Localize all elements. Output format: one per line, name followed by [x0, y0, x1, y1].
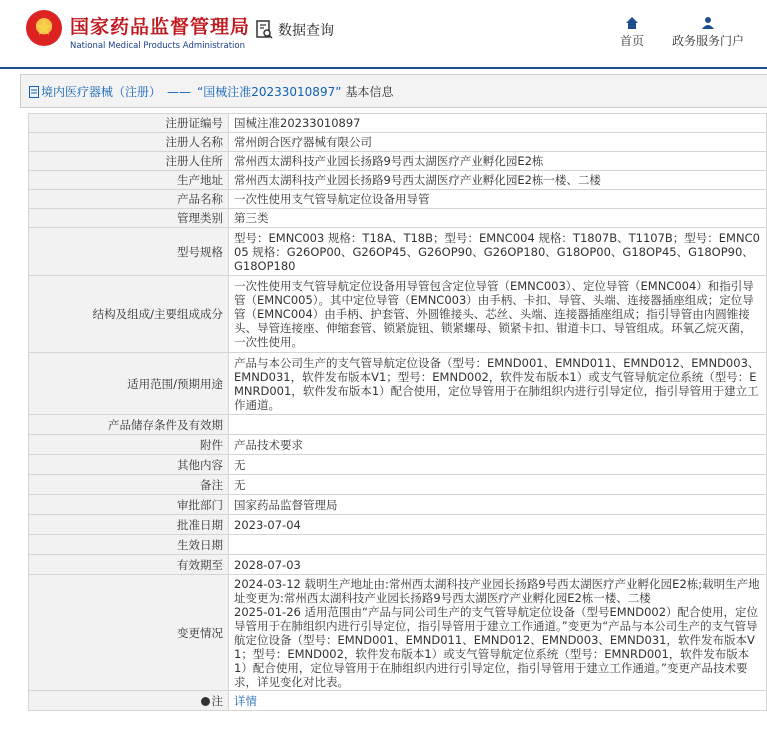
- row-value: 2023-07-04: [229, 515, 767, 535]
- row-value: 国家药品监督管理局: [229, 495, 767, 515]
- nav-home[interactable]: [620, 16, 644, 49]
- table-row: [29, 515, 767, 535]
- row-value: 国械注准20233010897: [229, 114, 767, 133]
- registration-info-table: [28, 113, 767, 711]
- table-row: [29, 691, 767, 711]
- nav-service-portal-label: 政务服务门户: [672, 34, 745, 48]
- row-label: 批准日期: [29, 515, 229, 535]
- row-label: 注册人名称: [29, 133, 229, 152]
- table-row: [29, 435, 767, 455]
- row-value: 产品与本公司生产的支气管导航定位设备（型号：EMND001、EMND011、EMND012、EMND003、EMND031，软件发布版本V1；型号：EMND002，软件发布版本1）或支气管导航定位系统（型号：EMNRD001，软件发布版本1）配合使用，定位导管用于在肺组织内进行引导定位，指引导管用于建立工作通道。: [229, 353, 767, 415]
- data-query-label: 数据查询: [278, 23, 334, 39]
- nav-service-portal[interactable]: [672, 16, 744, 49]
- breadcrumb-record: “国械注准20233010897”: [197, 85, 342, 99]
- table-row: [29, 114, 767, 133]
- row-label: 生产地址: [29, 171, 229, 190]
- breadcrumb: [20, 74, 767, 108]
- row-label: 结构及组成/主要组成成分: [29, 276, 229, 353]
- table-row: [29, 353, 767, 415]
- row-value: 常州西太湖科技产业园长扬路9号西太湖医疗产业孵化园E2栋一楼、二楼: [229, 171, 767, 190]
- details-link[interactable]: 详情: [234, 693, 257, 708]
- note-value-cell: [229, 691, 767, 711]
- bulb-icon: [201, 697, 210, 706]
- row-label: 注册证编号: [29, 114, 229, 133]
- site-header: [0, 0, 767, 67]
- row-label: 产品储存条件及有效期: [29, 415, 229, 435]
- site-logo[interactable]: [70, 12, 250, 51]
- nav-home-label: 首页: [620, 34, 645, 48]
- breadcrumb-category-link[interactable]: 境内医疗器械（注册）: [41, 85, 162, 99]
- row-value: 一次性使用支气管导航定位设备用导管: [229, 190, 767, 209]
- data-query-link[interactable]: [256, 20, 334, 40]
- row-label: 变更情况: [29, 575, 229, 691]
- document-icon: [29, 86, 39, 98]
- row-value: 第三类: [229, 209, 767, 228]
- table-row: [29, 190, 767, 209]
- row-value: 产品技术要求: [229, 435, 767, 455]
- data-query-icon: [256, 20, 274, 40]
- row-value: [229, 415, 767, 435]
- table-row: [29, 228, 767, 276]
- row-value: 型号：EMNC003 规格：T18A、T18B；型号：EMNC004 规格：T1807B、T1107B；型号：EMNC005 规格：G26OP00、G26OP45、G26OP90、G26OP180、G18OP00、G18OP45、G18OP90、G18OP180: [229, 228, 767, 276]
- table-row: [29, 575, 767, 691]
- table-row: [29, 276, 767, 353]
- row-value: 一次性使用支气管导航定位设备用导管包含定位导管（EMNC003）、定位导管（EMNC004）和指引导管（EMNC005）。其中定位导管（EMNC003）由手柄、卡扣、导管、头端、连接器插座组成；定位导管（EMNC004）由手柄、护套管、外圆锥接头、芯丝、头端、连接器插座组成；指引导管由内圆锥接头、导管连接座、伸缩套管、锁紧旋钮、锁紧螺母、锁紧卡扣、钳道卡口、导管组成。环氧乙烷灭菌，一次性使用。: [229, 276, 767, 353]
- row-value: 常州朗合医疗器械有限公司: [229, 133, 767, 152]
- national-emblem-icon: [26, 10, 62, 46]
- row-value: [229, 535, 767, 555]
- table-row: [29, 209, 767, 228]
- row-value: 无: [229, 475, 767, 495]
- row-label: 生效日期: [29, 535, 229, 555]
- home-icon: [625, 16, 639, 30]
- row-value: 2024-03-12 载明生产地址由:常州西太湖科技产业园长扬路9号西太湖医疗产业孵化园E2栋;载明生产地址变更为:常州西太湖科技产业园长扬路9号西太湖医疗产业孵化园E2栋一楼、二楼 2025-01-26 适用范围由“产品与同公司生产的支气管导航定位设备（型号EMND002）配合使用，定位导管用于在肺组织内进行引导定位，指引导管用于建立工作通道。”变更为“产品与本公司生产的支气管导航定位设备（型号：EMND001、EMND011、EMND012、EMND003、EMND031，软件发布版本V1；型号：EMND002，软件发布版本1）或支气管导航定位系统（型号：EMNRD001，软件发布版本1）配合使用，定位导管用于在肺组织内进行引导定位，指引导管用于建立工作通道。”变更产品技术要求，详见变化对比表。: [229, 575, 767, 691]
- row-label: 型号规格: [29, 228, 229, 276]
- row-label: 审批部门: [29, 495, 229, 515]
- row-label: 管理类别: [29, 209, 229, 228]
- row-value: 2028-07-03: [229, 555, 767, 575]
- breadcrumb-separator: ——: [167, 84, 192, 99]
- row-label: 备注: [29, 475, 229, 495]
- table-row: [29, 171, 767, 190]
- site-title: 国家药品监督管理局: [70, 16, 251, 38]
- table-row: [29, 495, 767, 515]
- table-row: [29, 133, 767, 152]
- row-label: 附件: [29, 435, 229, 455]
- table-row: [29, 555, 767, 575]
- table-row: [29, 152, 767, 171]
- table-row: [29, 535, 767, 555]
- row-value: 无: [229, 455, 767, 475]
- table-row: [29, 455, 767, 475]
- row-value: 常州西太湖科技产业园长扬路9号西太湖医疗产业孵化园E2栋: [229, 152, 767, 171]
- table-row: [29, 475, 767, 495]
- breadcrumb-suffix: 基本信息: [345, 85, 394, 99]
- row-label: 其他内容: [29, 455, 229, 475]
- table-row: [29, 415, 767, 435]
- row-label: 注册人住所: [29, 152, 229, 171]
- row-label: 有效期至: [29, 555, 229, 575]
- note-label-cell: [29, 691, 229, 711]
- user-icon: [701, 16, 715, 30]
- header-divider: [0, 67, 767, 69]
- note-label: 注: [211, 693, 223, 708]
- row-label: 适用范围/预期用途: [29, 353, 229, 415]
- row-label: 产品名称: [29, 190, 229, 209]
- site-subtitle: National Medical Products Administration: [70, 41, 245, 51]
